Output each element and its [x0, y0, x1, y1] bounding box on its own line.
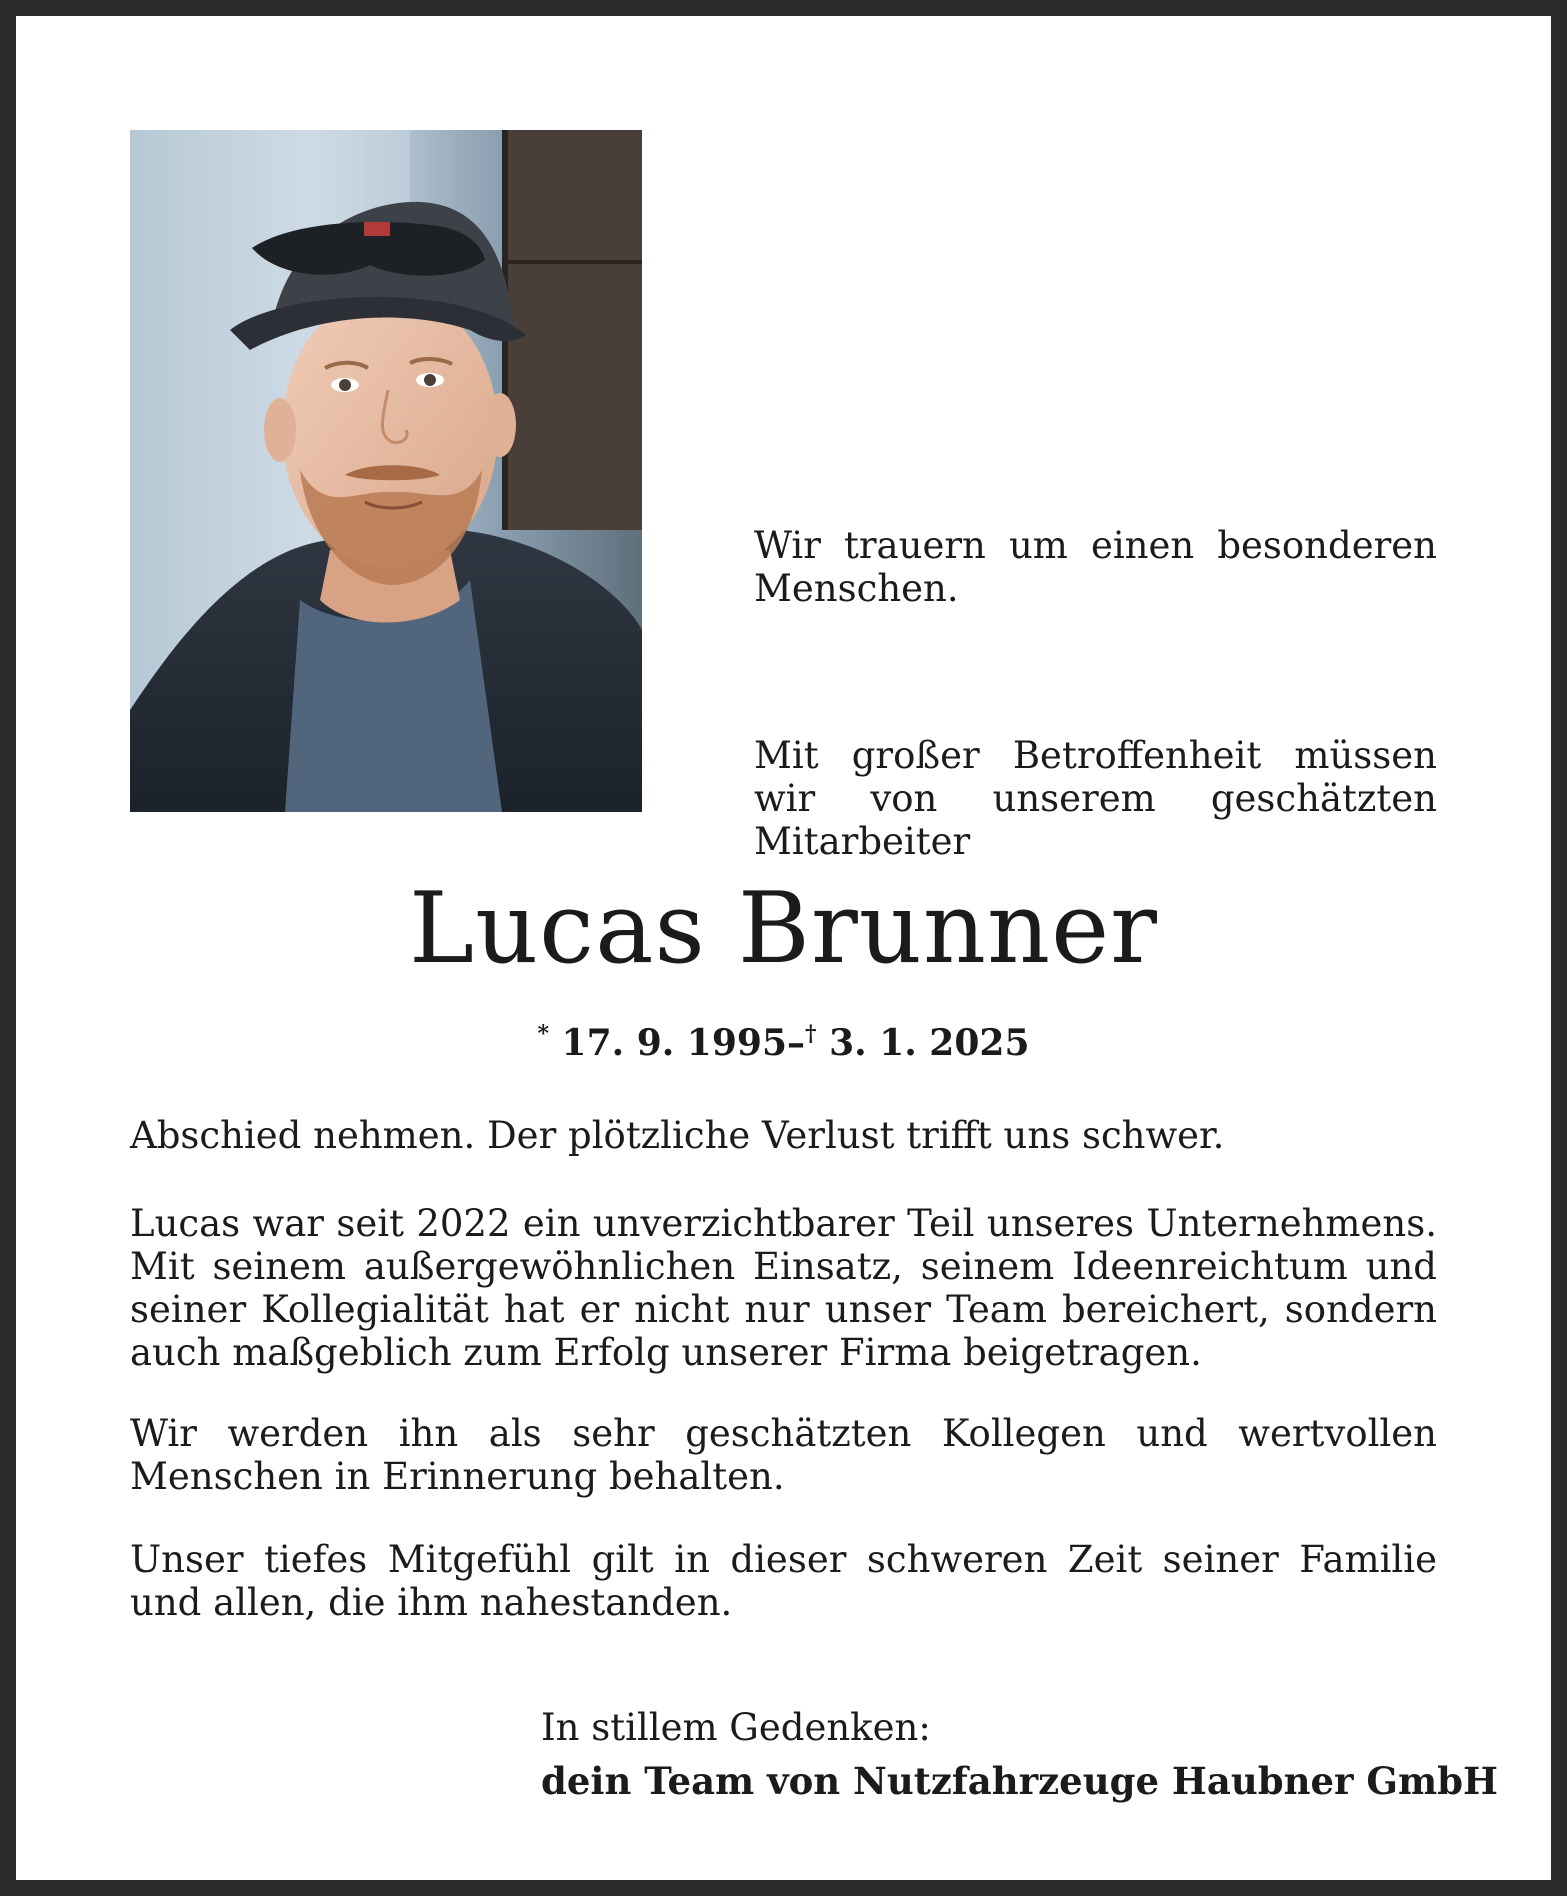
birth-symbol: *	[537, 1021, 549, 1047]
closing-greeting: In stillem Gedenken:	[541, 1706, 931, 1749]
signature: dein Team von Nutzfahrzeuge Haubner GmbH	[541, 1759, 1498, 1803]
death-date: 3. 1. 2025	[829, 1022, 1030, 1064]
birth-date: 17. 9. 1995	[561, 1022, 788, 1064]
obituary-page	[16, 16, 1551, 1880]
date-separator: –	[787, 1022, 806, 1064]
body-paragraph-remembrance: Wir werden ihn als sehr geschätzten Kollegen und wertvollen Menschen in Erinnerung behalten.	[130, 1412, 1437, 1498]
body-paragraph-condolence: Unser tiefes Mitgefühl gilt in dieser schweren Zeit seiner Familie und allen, die ihm nahestanden.	[130, 1538, 1437, 1624]
body-paragraph-farewell: Abschied nehmen. Der plötzliche Verlust trifft uns schwer.	[130, 1114, 1225, 1157]
body-paragraph-tribute: Lucas war seit 2022 ein unverzichtbarer Teil unseres Unternehmens. Mit seinem außergewöhnlichen Einsatz, seinem Ideenreichtum und seiner Kollegialität hat er nicht nur unser Team bereichert, sondern auch maßgeblich zum Erfolg unserer Firma beigetragen.	[130, 1202, 1437, 1374]
portrait-photo	[130, 130, 642, 812]
deceased-name: Lucas Brunner	[408, 872, 1158, 986]
portrait-illustration	[130, 130, 642, 812]
life-dates	[16, 1012, 1551, 1065]
intro-announcement-text: Mit großer Betroffenheit müssen wir von unserem geschätzten Mitarbeiter	[754, 734, 1437, 863]
death-symbol: †	[805, 1021, 817, 1047]
intro-mourning-text: Wir trauern um einen besonderen Menschen.	[754, 524, 1437, 610]
